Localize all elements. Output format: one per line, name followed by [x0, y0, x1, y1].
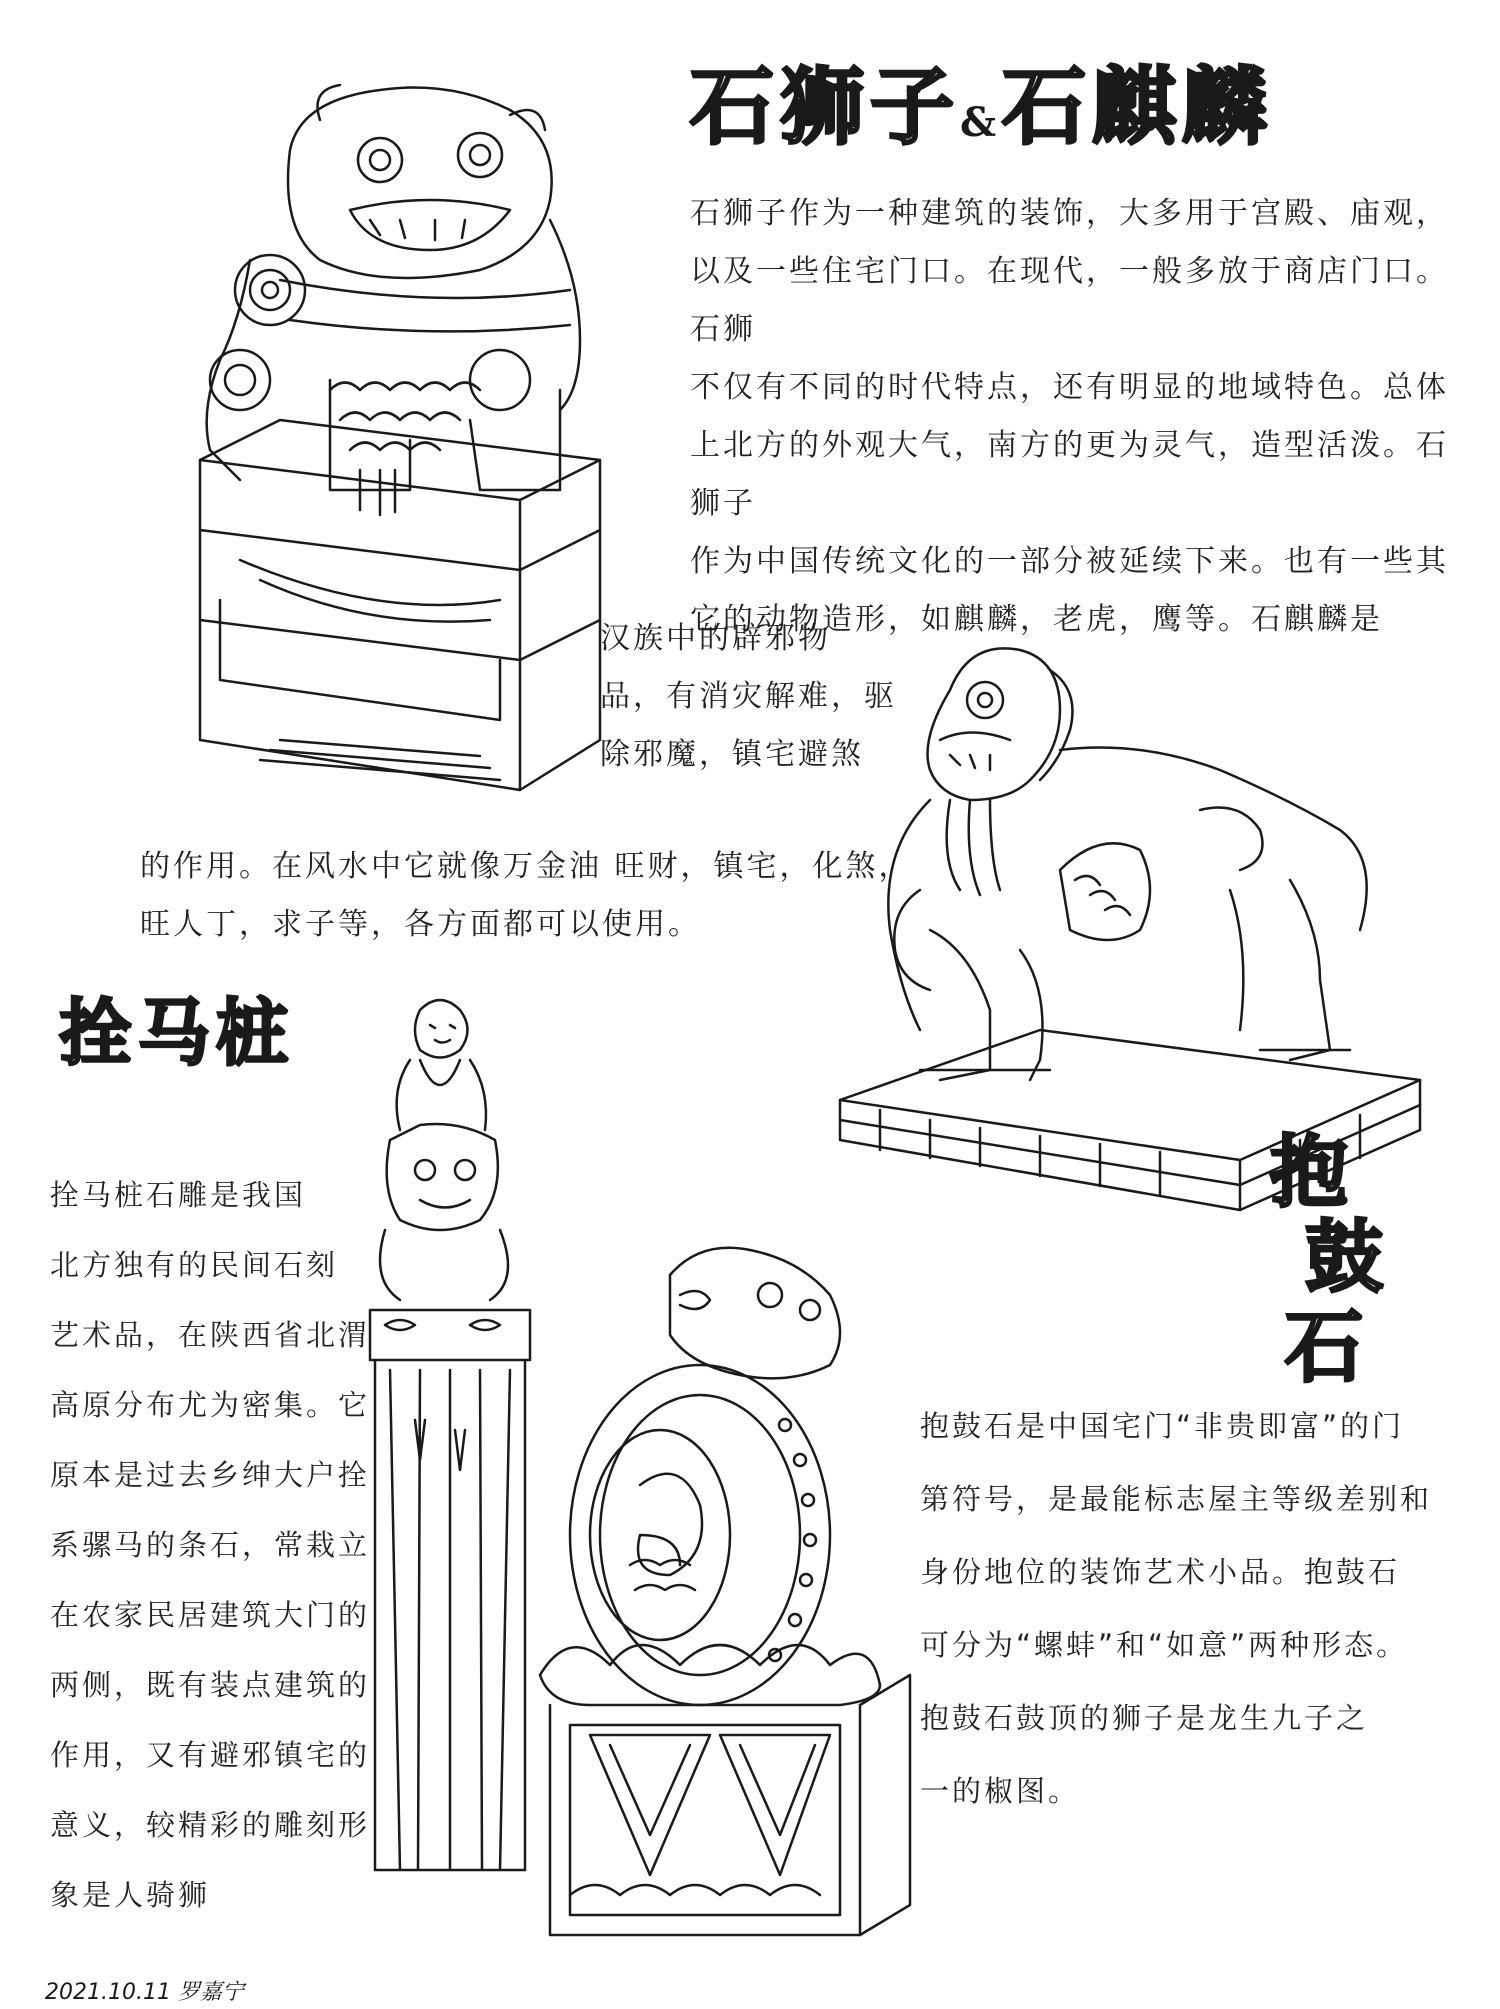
signature: 2021.10.11 罗嘉宁 [45, 1980, 244, 2005]
drum-stone-drawing [530, 1235, 950, 1955]
stone-lion-drawing [180, 60, 630, 820]
title-stone-lion: 石狮子 [690, 57, 961, 156]
title-ampersand: & [960, 99, 1003, 146]
drum-stone-title-char-2: 鼓 [1305, 1212, 1384, 1303]
drum-stone-text: 抱鼓石是中国宅门“非贵即富”的门 第符号，是最能标志屋主等级差别和 身份地位的装饰艺术小品。抱鼓石 可分为“螺蚌”和“如意”两种形态。 抱鼓石鼓顶的狮子是龙生九子之 一的椒图。 [920, 1409, 1433, 1808]
qilin-paragraph-1: 汉族中的辟邪物 品，有消灾解难，驱 除邪魔，镇宅避煞 [600, 621, 897, 772]
qilin-paragraph-2: 的作用。在风水中它就像万金油 旺财，镇宅，化煞， 旺人丁，求子等，各方面都可以使用。 [140, 849, 912, 942]
stone-qilin-drawing [820, 630, 1440, 1230]
hitching-post-drawing [360, 990, 540, 1890]
intro-paragraph: 石狮子作为一种建筑的装饰，大多用于宫殿、庙观， 以及一些住宅门口。在现代，一般多放于商店门口。石狮 不仅有不同的时代特点，还有明显的地域特色。总体 上北方的外观大气，南方的更为灵气，造型活泼。石狮子 作为中国传统文化的一部分被延续下来。也有一些其 它的动物造形，如麒麟，老虎，鹰等。石麒麟是 [690, 196, 1449, 637]
hitching-post-text: 拴马桩石雕是我国 北方独有的民间石刻 艺术品，在陕西省北渭 高原分布尤为密集。它 原本是过去乡绅大户拴 系骡马的条石，常栽立 在农家民居建筑大门的 两侧，既有装点建筑的 作用，又有避邪镇宅的 意义，较精彩的雕刻形 象是人骑狮 [50, 1178, 371, 1912]
page-title [690, 40, 1272, 161]
hitching-post-title: 拴马桩 [60, 990, 295, 1075]
drum-stone-title-char-3: 石 [1285, 1302, 1364, 1393]
title-stone-qilin: 石麒麟 [1002, 57, 1273, 156]
drum-stone-title-char-1: 抱 [1270, 1127, 1349, 1218]
